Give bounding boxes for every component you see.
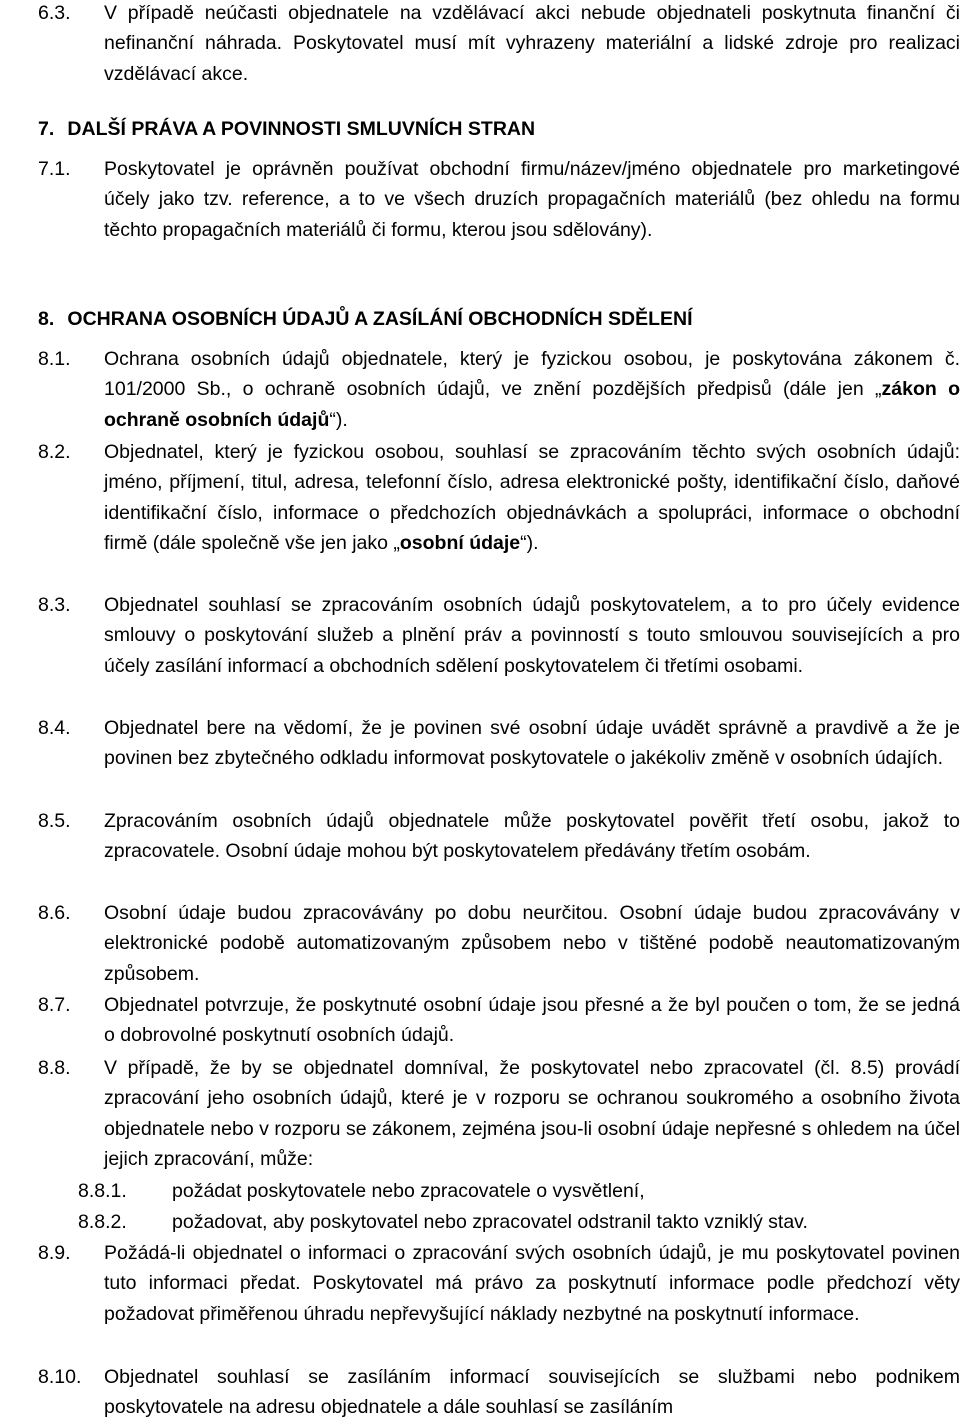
- clause-number: 6.3.: [38, 2, 71, 24]
- clause-8-8-2: [78, 1207, 960, 1237]
- clause-text: požadovat, aby poskytovatel nebo zpracovatel odstranil takto vzniklý stav.: [172, 1211, 808, 1233]
- clause-number: 8.3.: [38, 594, 71, 616]
- clause-text: Poskytovatel je oprávněn používat obchodní firmu/název/jméno objednatele pro marketingové účely jako tzv. reference, a to ve všech druzích propagačních materiálů (bez ohledu na formu těchto propagačních materiálů či formu, kterou jsou sdělovány).: [104, 158, 960, 241]
- text-part: Objednatel, který je fyzickou osobou, souhlasí se zpracováním těchto svých osobních údajů: jméno, příjmení, titul, adresa, telefonní číslo, adresa elektronické pošty, identifikační číslo, daňové identifikační číslo, informace o předchozích objednávkách a spolupráci, informace o obchodní firmě (dále společně vše jen jako „: [104, 441, 960, 555]
- defined-term: osobní údaje: [399, 532, 521, 555]
- clause-8-4: [38, 713, 960, 774]
- section-title: DALŠÍ PRÁVA A POVINNOSTI SMLUVNÍCH STRAN: [67, 118, 536, 140]
- clause-text: Objednatel bere na vědomí, že je povinen své osobní údaje uvádět správně a pravdivě a že je povinen bez zbytečného odkladu informovat poskytovatele o jakékoliv změně v osobních údajích.: [104, 717, 960, 770]
- clause-text: [104, 344, 960, 435]
- clause-8-3: [38, 590, 960, 681]
- clause-number: 8.2.: [38, 441, 71, 463]
- clause-text: Osobní údaje budou zpracovávány po dobu neurčitou. Osobní údaje budou zpracovávány v elektronické podobě automatizovaným způsobem nebo v tištěné podobě neautomatizovaným způsobem.: [104, 902, 960, 985]
- clause-number: 8.1.: [38, 348, 71, 370]
- clause-number: 8.8.: [38, 1057, 71, 1079]
- clause-8-6: [38, 898, 960, 989]
- clause-number: 8.10.: [38, 1366, 82, 1388]
- clause-number: 8.8.2.: [78, 1211, 127, 1233]
- clause-8-2: [38, 437, 960, 559]
- text-part: “).: [520, 532, 539, 555]
- clause-number: 8.6.: [38, 902, 71, 924]
- section-number: 7.: [38, 118, 55, 140]
- clause-number: 8.9.: [38, 1242, 71, 1264]
- clause-text: Požádá-li objednatel o informaci o zpracování svých osobních údajů, je mu poskytovatel povinen tuto informaci předat. Poskytovatel má právo za poskytnutí informace podle předchozí věty požadovat přiměřenou úhradu nepřevyšující náklady nezbytné na poskytnutí informace.: [104, 1242, 960, 1325]
- clause-number: 8.4.: [38, 717, 71, 739]
- clause-8-5: [38, 806, 960, 867]
- clause-text: V případě neúčasti objednatele na vzdělávací akci nebude objednateli poskytnuta finanční či nefinanční náhrada. Poskytovatel musí mít vyhrazeny materiální a lidské zdroje pro realizaci vzdělávací akce.: [104, 2, 960, 85]
- clause-text: Objednatel potvrzuje, že poskytnuté osobní údaje jsou přesné a že byl poučen o tom, že se jedná o dobrovolné poskytnutí osobních údajů.: [104, 994, 960, 1047]
- section-title: OCHRANA OSOBNÍCH ÚDAJŮ A ZASÍLÁNÍ OBCHODNÍCH SDĚLENÍ: [67, 308, 693, 330]
- clause-text: Objednatel souhlasí se zasíláním informací souvisejících se službami nebo podnikem poskytovatele na adresu objednatele a dále souhlasí se zasíláním: [104, 1366, 960, 1419]
- clause-number: 8.5.: [38, 810, 71, 832]
- clause-text: V případě, že by se objednatel domníval, že poskytovatel nebo zpracovatel (čl. 8.5) provádí zpracování jeho osobních údajů, které je v rozporu se ochranou soukromého a osobního života objednatele nebo v rozporu se zákonem, zejména jsou-li osobní údaje nepřesné s ohledem na účel jejich zpracování, může:: [104, 1057, 960, 1171]
- text-part: Ochrana osobních údajů objednatele, který je fyzickou osobou, je poskytována zákonem č. 101/2000 Sb., o ochraně osobních údajů, ve znění pozdějších předpisů (dále jen „: [104, 348, 960, 401]
- clause-6-3: [38, 0, 960, 89]
- clause-8-1: [38, 344, 960, 435]
- clause-8-7: [38, 990, 960, 1051]
- clause-8-10: [38, 1362, 960, 1423]
- clause-8-8-1: [78, 1176, 960, 1206]
- clause-8-9: [38, 1238, 960, 1329]
- clause-text: [104, 437, 960, 559]
- text-part: “).: [329, 408, 348, 431]
- clause-text: požádat poskytovatele nebo zpracovatele o vysvětlení,: [172, 1180, 645, 1202]
- clause-text: Objednatel souhlasí se zpracováním osobních údajů poskytovatelem, a to pro účely evidence smlouvy o poskytování služeb a plnění práv a povinností s touto smlouvou souvisejících a pro účely zasílání informací a obchodních sdělení poskytovatelem či třetími osobami.: [104, 594, 960, 677]
- clause-number: 8.7.: [38, 994, 71, 1016]
- section-8-heading: [38, 304, 960, 334]
- clause-8-8: [38, 1053, 960, 1175]
- clause-text: Zpracováním osobních údajů objednatele může poskytovatel pověřit třetí osobu, jakož to zpracovatele. Osobní údaje mohou být poskytovatelem předávány třetím osobám.: [104, 810, 960, 863]
- clause-7-1: [38, 154, 960, 245]
- clause-number: 8.8.1.: [78, 1180, 127, 1202]
- section-number: 8.: [38, 308, 55, 330]
- defined-term: zákon o ochraně osobních údajů: [104, 378, 960, 431]
- clause-number: 7.1.: [38, 158, 71, 180]
- section-7-heading: [38, 114, 960, 144]
